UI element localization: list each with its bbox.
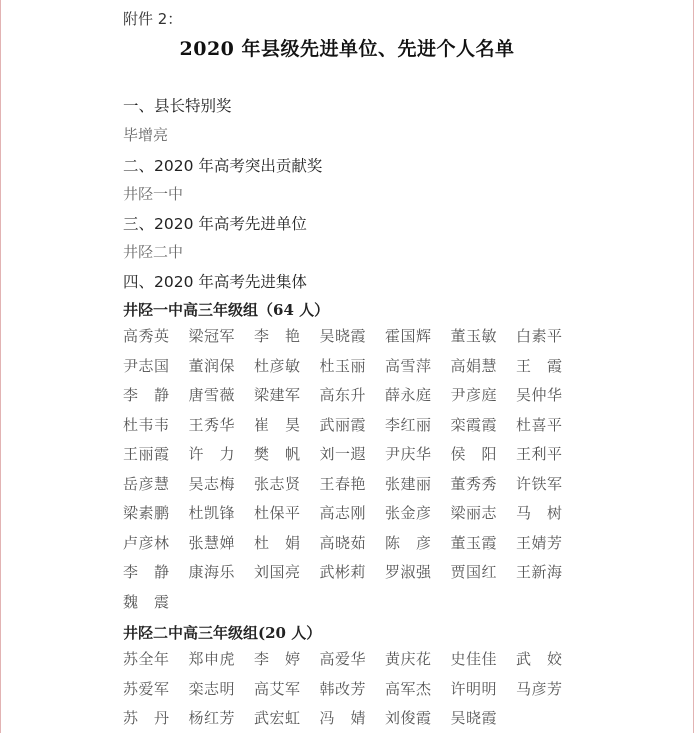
person-name: 王丽霞 [123,445,170,463]
person-name: 马彦芳 [516,679,563,698]
person-name: 史佳佳 [450,650,498,668]
person-name: 卢彦林 [123,533,170,552]
section-body-2: 井陉一中 [123,185,184,203]
person-name: 许铁军 [516,474,563,493]
person-name: 梁素鹏 [123,504,170,522]
person-name: 杜喜平 [516,415,563,434]
person-name: 尹彦庭 [450,386,498,404]
person-name: 白素平 [516,327,563,345]
person-name: 董秀秀 [450,474,498,493]
person-name: 梁建军 [254,386,301,404]
person-name: 李红丽 [385,415,432,434]
section-heading-4: 四、2020 年高考先进集体 [123,273,307,291]
names-grid-group-1 [123,322,593,617]
person-name: 张金彦 [385,504,432,522]
person-name: 高晓茹 [319,533,367,552]
person-name: 董玉霞 [450,533,498,552]
person-name: 陈 彦 [385,533,432,552]
person-name: 杜保平 [254,504,301,522]
person-name: 唐雪薇 [188,386,236,404]
person-name: 刘俊霞 [385,709,432,727]
person-name: 高军杰 [385,679,432,698]
person-name: 贾国红 [450,563,498,581]
person-name: 许明明 [450,679,498,698]
group-heading-1: 井陉一中高三年级组（64 人） [123,301,330,319]
person-name: 刘一遐 [319,445,367,463]
person-name: 王婧芳 [516,533,563,552]
person-name: 薛永庭 [385,386,432,404]
person-name: 李 艳 [254,327,301,345]
person-name: 王春艳 [319,474,367,493]
person-name: 张慧婵 [188,533,236,552]
person-name: 苏 丹 [123,709,170,727]
section-body-1: 毕增亮 [123,126,169,144]
person-name: 吴志梅 [188,474,236,493]
person-name: 许 力 [188,445,236,463]
person-name: 杜彦敏 [254,356,301,375]
person-name: 武丽霞 [319,415,367,434]
person-name: 苏全年 [123,650,170,668]
person-name: 栾霞霞 [450,415,498,434]
person-name: 高秀英 [123,327,170,345]
person-name: 高志刚 [319,504,367,522]
person-name: 梁冠军 [188,327,236,345]
person-name: 马 树 [516,504,563,522]
person-name: 吴仲华 [516,386,563,404]
document-title: 2020 年县级先进单位、先进个人名单 [179,38,515,60]
person-name: 魏 震 [123,592,170,611]
person-name: 苏爱军 [123,679,170,698]
section-heading-2: 二、2020 年高考突出贡献奖 [123,157,323,175]
person-name: 岳彦慧 [123,474,170,493]
person-name: 刘国亮 [254,563,301,581]
person-name: 栾志明 [188,679,236,698]
person-name: 王秀华 [188,415,236,434]
person-name: 王新海 [516,563,563,581]
person-name: 董润保 [188,356,236,375]
person-name: 李 婷 [254,650,301,668]
person-name: 杜玉丽 [319,356,367,375]
group-heading-2: 井陉二中高三年级组(20 人） [123,624,322,642]
person-name: 李 静 [123,386,170,404]
person-name: 李 静 [123,563,170,581]
person-name: 张志贤 [254,474,301,493]
person-name: 武宏虹 [254,709,301,727]
person-name: 高娟慧 [450,356,498,375]
person-name: 韩改芳 [319,679,367,698]
person-name: 王 霞 [516,356,563,375]
person-name: 杨红芳 [188,709,236,727]
person-name: 高雪萍 [385,356,432,375]
person-name: 崔 昊 [254,415,301,434]
person-name: 黄庆花 [385,650,432,668]
person-name: 冯 婧 [319,709,367,727]
attachment-label: 附件 2： [123,10,183,28]
person-name: 王利平 [516,445,563,463]
person-name: 梁丽志 [450,504,498,522]
section-body-3: 井陉二中 [123,243,184,261]
person-name: 吴晓霞 [450,709,498,727]
section-heading-3: 三、2020 年高考先进单位 [123,215,307,233]
person-name: 董玉敏 [450,327,498,345]
person-name: 尹志国 [123,356,170,375]
person-name: 霍国辉 [385,327,432,345]
person-name: 高艾军 [254,679,301,698]
person-name: 高东升 [319,386,367,404]
person-name: 尹庆华 [385,445,432,463]
person-name: 杜凯锋 [188,504,236,522]
person-name: 武彬莉 [319,563,367,581]
person-name: 樊 帆 [254,445,301,463]
person-name: 郑申虎 [188,650,236,668]
person-name: 康海乐 [188,563,236,581]
person-name: 张建丽 [385,474,432,493]
person-name: 罗淑强 [385,563,432,581]
person-name: 吴晓霞 [319,327,367,345]
page-left-edge [0,0,1,733]
person-name: 侯 阳 [450,445,498,463]
person-name: 杜 娟 [254,533,301,552]
section-heading-1: 一、县长特别奖 [123,97,232,115]
person-name: 武 姣 [516,650,563,668]
names-grid-group-2 [123,645,593,734]
person-name: 高爱华 [319,650,367,668]
person-name: 杜韦韦 [123,415,170,434]
